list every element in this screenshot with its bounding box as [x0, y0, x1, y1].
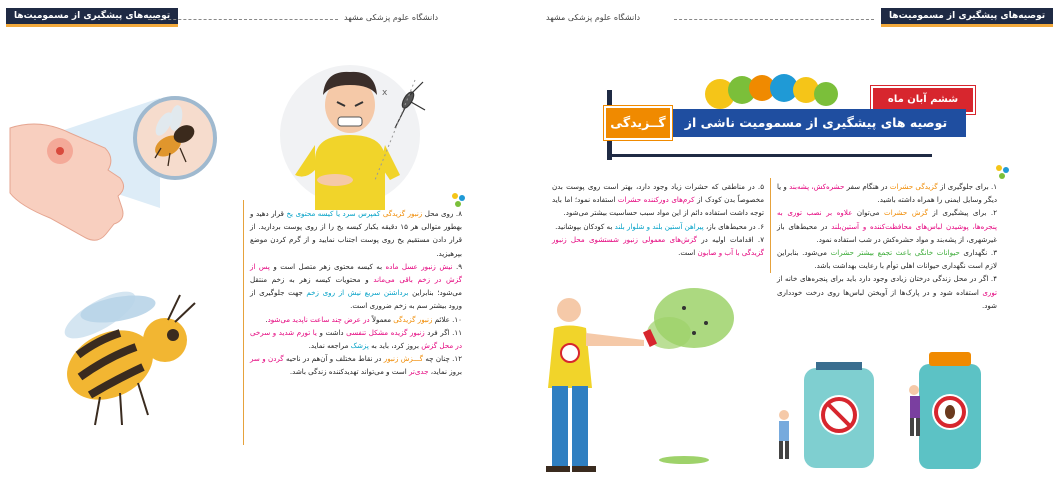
tip-12: ۱۲. چنان چه گـــزش زنبور در نقاط مختلف و آن‌هم در ناحیه گردن و سر بروز نماید، جدی‌تر است و می‌تواند تهدیدکننده زندگی باشد. [250, 354, 463, 377]
tip-6: ۶. در محیط‌های باز، پیراهن آستین بلند و شلوار بلند به کودکان بپوشانید. [555, 221, 764, 231]
bee-illustration [40, 285, 205, 435]
right-page-column-right [777, 180, 997, 312]
right-header-university: دانشگاه علوم پزشکی مشهد [546, 13, 641, 22]
highlighted-phrase: گردن و سر [250, 354, 284, 364]
highlighted-phrase: گزش حشرات [884, 208, 928, 218]
highlighted-phrase: گـــزش زنبور [383, 354, 423, 364]
highlighted-phrase: گزیدگی حشرات [889, 182, 938, 191]
tip-8: ۸. روی محل زنبور گزیدگی کمپرس سرد یا کیسه محتوی یخ قرار دهید و بهطور متوالی هر ۱۵ دقیقه یکبار کیسه یخ را از روی پوست بردارید. از قرار دادن مستقیم یخ روی پوست اجتناب نمایید و از گرم کردن موضع بپرهیزید. [250, 209, 462, 258]
highlighted-phrase: توری [982, 287, 997, 297]
tip-5: ۵. در مناطقی که حشرات زیاد وجود دارد، بهتر است روی پوست بدن مخصوصاً بدن کودک از کرم‌های دورکننده حشرات استفاده نمود؛ اما باید توجه داشت استفاده دائم از این مواد سبب حساسیت بیشتر می‌شود. [552, 182, 764, 218]
boy-mosquito-illustration [275, 40, 435, 215]
highlighted-phrase: برداشتن سریع نیش از روی زخم [306, 288, 409, 298]
highlighted-phrase: کرم‌های دورکننده حشرات [617, 195, 695, 205]
tip-4: ۴. اگر در محل زندگی درختان زیادی وجود دارد باید برای پنجره‌های خانه از توری استفاده شود و در پارک‌ها از آویختن لباس‌ها روی درخت خودداری شود. [777, 274, 997, 310]
left-column-bar [243, 200, 244, 445]
left-page [0, 0, 510, 487]
highlighted-phrase: پس از گزش در زخم باقی می‌ماند [250, 261, 462, 285]
right-header-rule [674, 19, 874, 20]
title-tag: گــزیدگی [604, 106, 672, 140]
highlighted-phrase: حشره‌کش، پشه‌بند [789, 182, 845, 191]
repellent-products-illustration [764, 340, 1004, 475]
tip-7: ۷. اقدامات اولیه در گزش‌های معمولی زنبور شستشوی محل زنبور گزیدگی با آب و صابون است. [552, 234, 765, 258]
left-header-university: دانشگاه علوم پزشکی مشهد [344, 13, 439, 22]
right-header-tab: توصیه‌های پیشگیری از مسمومیت‌ها [881, 8, 1053, 27]
left-header-rule [148, 19, 338, 20]
main-title: توصیه های پیشگیری از مسمومیت ناشی از [666, 109, 966, 137]
highlighted-phrase: نیش زنبور عسل ماده [385, 261, 453, 271]
tip-3: ۳. نگهداری حیوانات خانگی باعث تجمع بیشتر حشرات می‌شود. بنابراین لازم است نگهداری حیوانات اهلی توأم با رعایت بهداشت باشد. [777, 248, 997, 271]
tip-9: ۹. نیش زنبور عسل ماده به کیسه محتوی زهر متصل است و پس از گزش در زخم باقی می‌ماند و محتویات کیسه زهر به زخم منتقل می‌شود؛ بنابراین برداشتن سریع نیش از روی زخم جهت جلوگیری از ورود بیشتر سم به زخم ضروری است. [250, 261, 463, 311]
left-header-tab: توصیه‌های پیشگیری از مسمومیت‌ها [6, 8, 178, 27]
tip-11: ۱۱. اگر فرد زنبور گزیده مشکل تنفسی داشت و یا تورم شدید و سرخی در محل گزش بروز کرد، باید به پزشک مراجعه نماید. [250, 327, 463, 351]
highlighted-phrase: کمپرس سرد یا کیسه محتوی یخ [286, 209, 381, 218]
man-spray-illustration [534, 278, 744, 478]
date-badge: ششم آبان ماه [871, 86, 975, 114]
highlighted-phrase: در عرض چند ساعت ناپدید می‌شود [267, 314, 370, 324]
highlighted-phrase: گزش‌های معمولی زنبور شستشوی محل زنبور گزیدگی با آب و صابون [552, 234, 764, 258]
highlighted-phrase: یا تورم شدید و سرخی در محل گزش [250, 327, 462, 351]
highlighted-phrase: حیوانات خانگی باعث تجمع بیشتر حشرات [830, 248, 960, 258]
highlighted-phrase: علاوه بر نصب توری به پنجره‌ها، پوشیدن لباس‌های محافظت‌کننده و آستین‌بلند [777, 208, 997, 231]
tip-1: ۱. برای جلوگیری از گزیدگی حشرات در هنگام سفر حشره‌کش، پشه‌بند و یا دیگر وسایل ایمنی را همراه داشته باشید. [777, 182, 998, 205]
highlighted-phrase: زنبور گزیده مشکل تنفسی [346, 327, 425, 337]
highlighted-phrase: پزشک [350, 341, 369, 351]
hand-bee-sting-illustration [10, 78, 215, 258]
right-page-column-left [552, 180, 764, 259]
highlighted-phrase: جدی‌تر [408, 367, 429, 377]
right-page [514, 0, 1046, 487]
right-column-bar [770, 178, 771, 273]
highlighted-phrase: پیراهن آستین بلند و شلوار بلند [614, 221, 704, 231]
tip-10: ۱۰. علائم زنبور گزیدگی معمولاً در عرض چند ساعت ناپدید می‌شود. [265, 314, 462, 324]
tip-2: ۲. برای پیشگیری از گزش حشرات می‌توان علاوه بر نصب توری به پنجره‌ها، پوشیدن لباس‌های محافظت‌کننده و آستین‌بلند در محیط‌های باز غیرشهری، از پشه‌بند و مواد حشره‌کش در شب استفاده نمود. [777, 208, 997, 244]
highlighted-phrase: زنبور گزیدگی [382, 209, 423, 218]
left-page-text-column [250, 207, 462, 379]
decor-dots-right [996, 165, 1012, 181]
svg-text:x: x [382, 88, 388, 98]
highlighted-phrase: زنبور گزیدگی [393, 314, 433, 324]
